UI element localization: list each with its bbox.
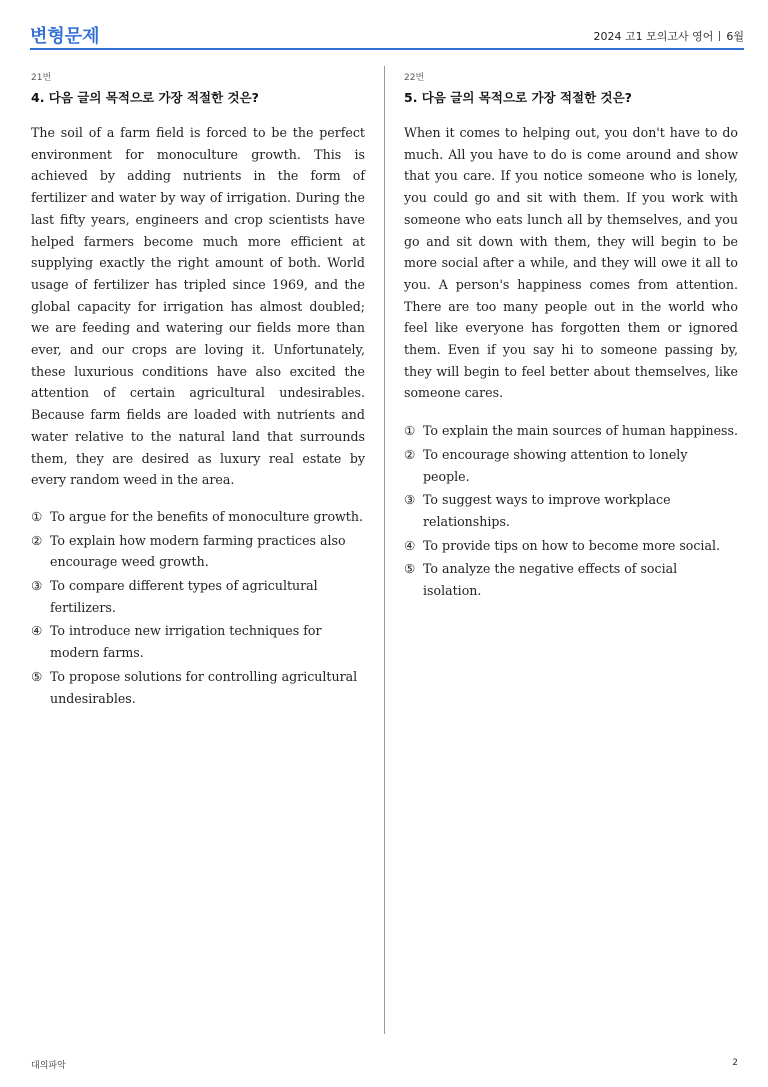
- exam-month: 6월: [726, 30, 744, 43]
- option-marker: ③: [31, 578, 43, 594]
- option-text: To encourage showing attention to lonely people.: [423, 446, 688, 484]
- answer-options: [31, 506, 365, 709]
- option-text: To explain the main sources of human happiness.: [423, 423, 738, 439]
- footer-publisher: 대의파악: [31, 1061, 66, 1071]
- answer-option-2[interactable]: [404, 444, 738, 487]
- answer-option-3[interactable]: [404, 489, 738, 532]
- question-title: 4. 다음 글의 목적으로 가장 적절한 것은?: [31, 90, 259, 105]
- question-5: [404, 70, 738, 604]
- option-marker: ④: [404, 537, 416, 553]
- option-marker: ③: [404, 492, 416, 508]
- answer-option-1[interactable]: [31, 506, 365, 528]
- option-text: To argue for the benefits of monoculture growth.: [50, 508, 363, 524]
- answer-option-2[interactable]: [31, 530, 365, 573]
- header-separator: [719, 31, 720, 41]
- option-marker: ①: [404, 423, 416, 439]
- option-text: To explain how modern farming practices also encourage weed growth.: [50, 532, 346, 570]
- page-title: 변형문제: [30, 26, 100, 47]
- option-text: To compare different types of agricultural fertilizers.: [50, 578, 318, 615]
- option-marker: ②: [404, 446, 416, 462]
- answer-option-3[interactable]: [31, 575, 365, 618]
- source-number: 22번: [404, 73, 425, 83]
- answer-option-4[interactable]: [404, 535, 738, 557]
- option-marker: ④: [31, 623, 43, 639]
- answer-option-4[interactable]: [31, 620, 365, 663]
- question-4: [31, 70, 365, 711]
- answer-option-5[interactable]: [31, 666, 365, 709]
- answer-option-5[interactable]: [404, 558, 738, 601]
- answer-options: [404, 420, 738, 602]
- column-divider: [384, 66, 385, 1034]
- source-number: 21번: [31, 73, 52, 83]
- exam-name: 2024 고1 모의고사 영어: [593, 30, 714, 43]
- option-text: To analyze the negative effects of social isolation.: [423, 561, 678, 599]
- option-text: To suggest ways to improve workplace relationships.: [423, 492, 671, 529]
- page-number: 2: [732, 1058, 738, 1068]
- page-header: [30, 18, 744, 50]
- option-marker: ②: [31, 532, 43, 548]
- passage: The soil of a farm field is forced to be the perfect environment for monoculture growth. This is achieved by adding nutrients in the form of fertilizer and water by way of irrigation. During the last fifty years, engineers and crop scientists have helped farmers become much more efficient at supplying exactly the right amount of both. World usage of fertilizer has tripled since 1969, and the global capacity for irrigation has almost doubled; we are feeding and watering our fields more than ever, and our crops are loving it. Unfortunately, these luxurious conditions have also excited the attention of certain agricultural undesirables. Because farm fields are loaded with nutrients and water relative to the natural land that surrounds them, they are desired as luxury real estate by every random weed in the area.: [31, 125, 365, 488]
- passage: When it comes to helping out, you don't have to do much. All you have to do is come around and show that you care. If you notice someone who is lonely, you could go and sit with them. If you work with someone who eats lunch all by themselves, and you go and sit down with them, they will begin to be more social after a while, and they will owe it all to you. A person's happiness comes from attention. There are too many people out in the world who feel like everyone has forgotten them or ignored them. Even if you say hi to someone passing by, they will begin to feel better about themselves, like someone cares.: [404, 125, 738, 401]
- option-marker: ⑤: [31, 668, 43, 684]
- option-text: To propose solutions for controlling agricultural undesirables.: [50, 668, 358, 706]
- option-text: To introduce new irrigation techniques for modern farms.: [50, 623, 322, 661]
- question-title: 5. 다음 글의 목적으로 가장 적절한 것은?: [404, 90, 632, 105]
- option-text: To provide tips on how to become more social.: [423, 537, 720, 553]
- exam-info: [594, 28, 745, 44]
- answer-option-1[interactable]: [404, 420, 738, 442]
- option-marker: ⑤: [404, 561, 416, 577]
- option-marker: ①: [31, 508, 43, 524]
